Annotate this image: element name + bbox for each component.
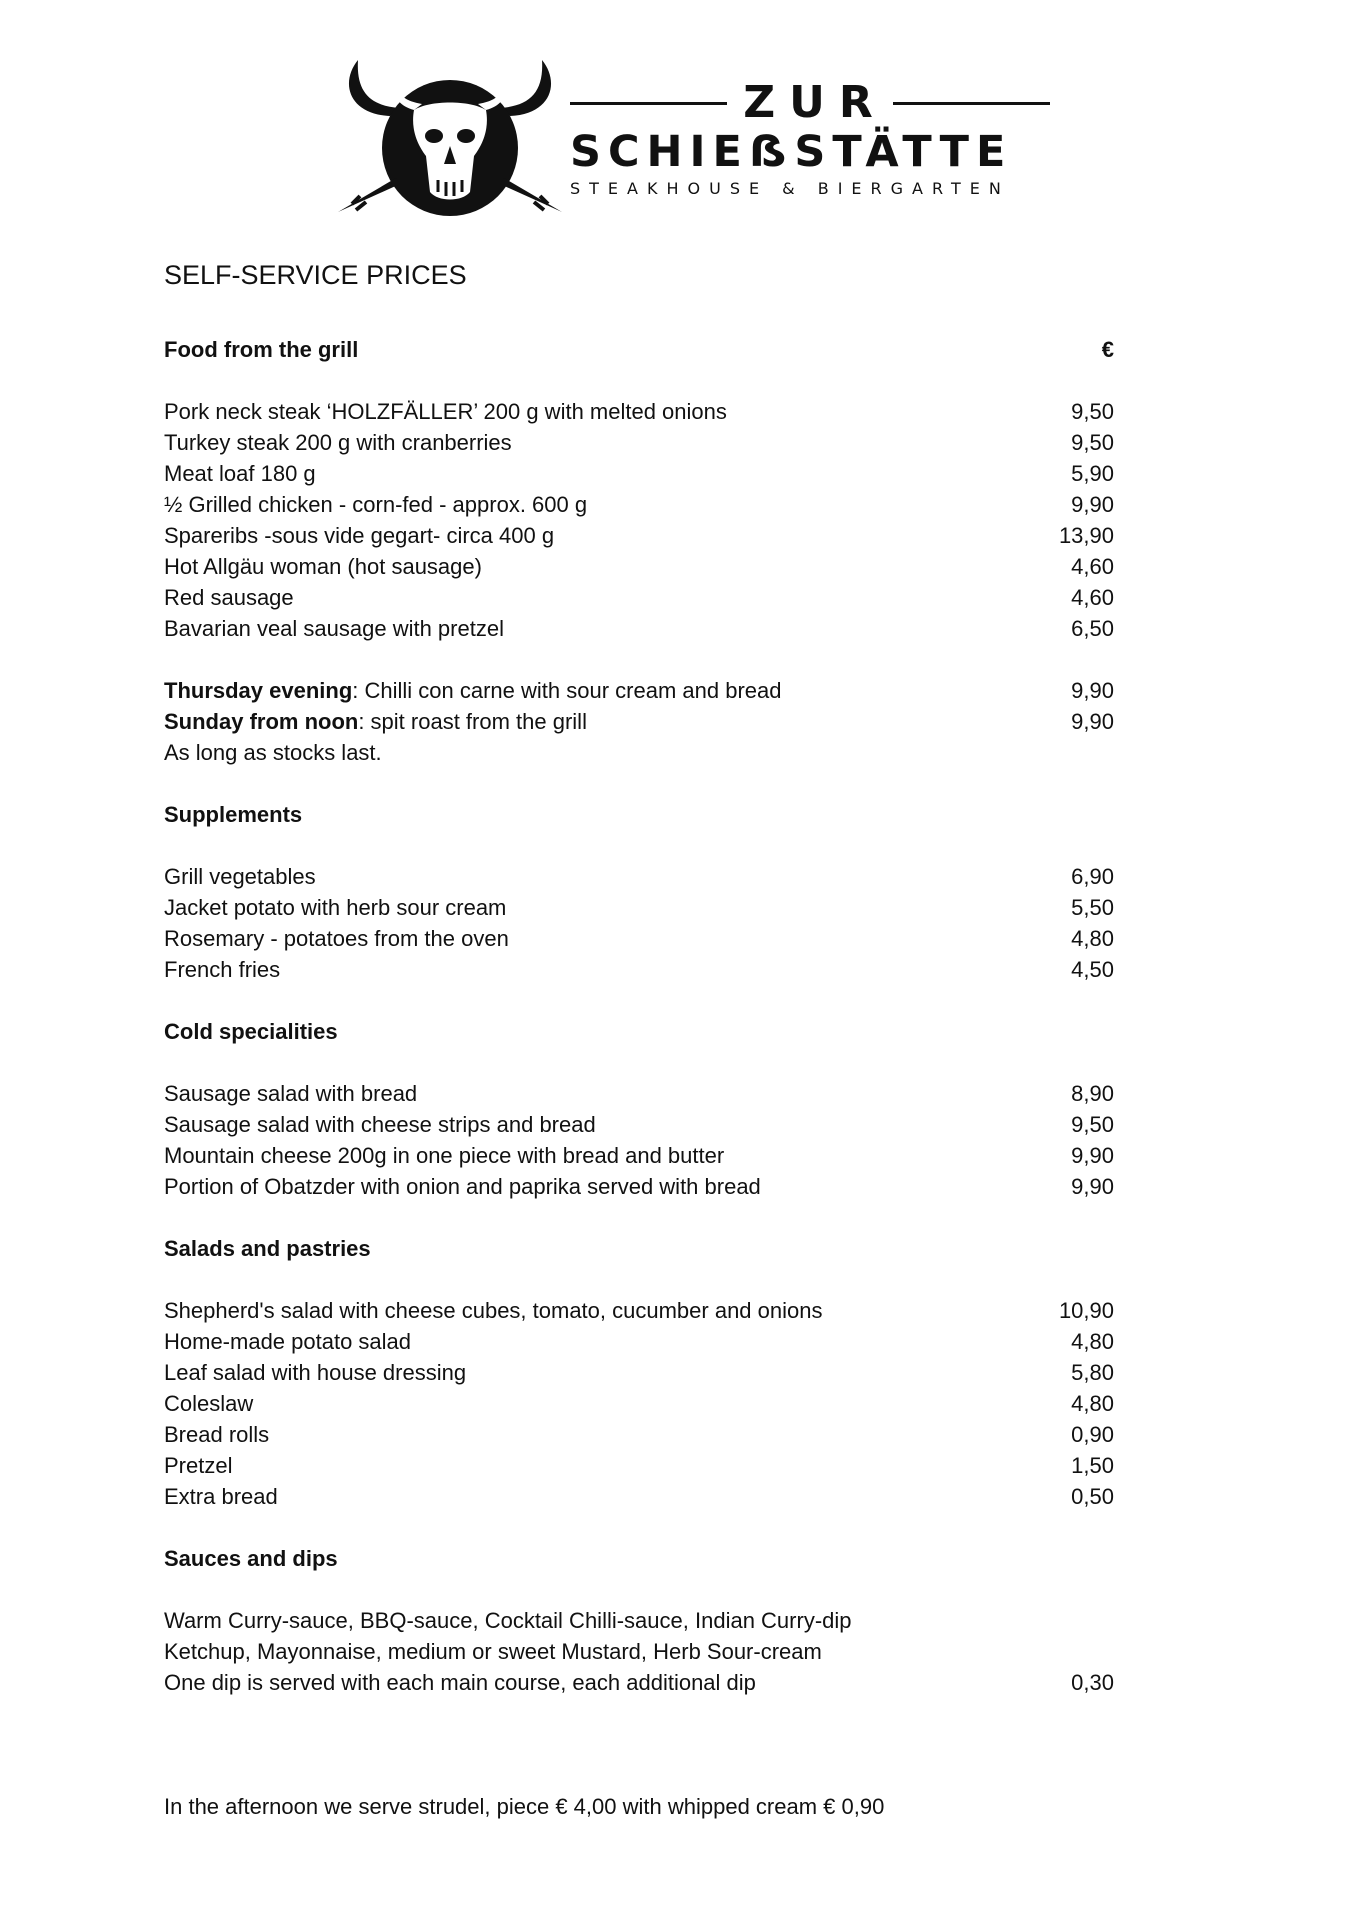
item-price: 13,90 <box>1058 523 1114 548</box>
stock-note <box>164 737 1114 768</box>
brand-zur-row <box>570 77 1050 128</box>
item-price: 9,50 <box>1071 430 1114 455</box>
item-price: 5,80 <box>1071 1360 1114 1385</box>
section-heading-cold <box>164 1016 1114 1047</box>
menu-item <box>164 1078 1114 1109</box>
brand-rule-left <box>570 102 727 105</box>
price-list <box>164 334 1114 1822</box>
item-price: 0,30 <box>1071 1670 1114 1695</box>
item-name: One dip is served with each main course, each additional dip <box>164 1670 756 1695</box>
brand-tagline: STEAKHOUSE & BIERGARTEN <box>570 179 1010 198</box>
item-name: French fries <box>164 957 281 982</box>
item-price: 4,50 <box>1071 957 1114 982</box>
item-name: Meat loaf 180 g <box>164 461 316 486</box>
sauce-text: Warm Curry-sauce, BBQ-sauce, Cocktail Chilli-sauce, Indian Curry-dip <box>164 1608 852 1633</box>
menu-item <box>164 954 1114 985</box>
sauce-text: Ketchup, Mayonnaise, medium or sweet Mustard, Herb Sour-cream <box>164 1639 822 1664</box>
footer-text: In the afternoon we serve strudel, piece € 4,00 with whipped cream € 0,90 <box>164 1794 885 1819</box>
item-name: Mountain cheese 200g in one piece with bread and butter <box>164 1143 725 1168</box>
sauce-line <box>164 1605 1114 1636</box>
menu-item <box>164 1171 1114 1202</box>
item-price: 9,90 <box>1071 709 1114 734</box>
bull-skull-icon <box>330 52 570 224</box>
menu-item <box>164 582 1114 613</box>
menu-item <box>164 892 1114 923</box>
grill-items <box>164 396 1114 644</box>
section-title: Food from the grill <box>164 337 359 362</box>
item-price: 4,80 <box>1071 926 1114 951</box>
item-price: 9,90 <box>1071 492 1114 517</box>
header-logo <box>330 52 1050 227</box>
item-name: Portion of Obatzder with onion and paprika served with bread <box>164 1174 761 1199</box>
item-price: 9,50 <box>1071 399 1114 424</box>
item-price: 9,90 <box>1071 1174 1114 1199</box>
item-price: 4,60 <box>1071 554 1114 579</box>
special-item <box>164 675 1114 706</box>
item-name: Spareribs -sous vide gegart- circa 400 g <box>164 523 555 548</box>
item-name: Leaf salad with house dressing <box>164 1360 467 1385</box>
menu-item <box>164 1326 1114 1357</box>
brand-zur: ZUR <box>743 77 887 128</box>
item-name: Home-made potato salad <box>164 1329 412 1354</box>
item-price: 6,50 <box>1071 616 1114 641</box>
item-price: 0,50 <box>1071 1484 1114 1509</box>
item-price: 6,90 <box>1071 864 1114 889</box>
section-heading-supplements <box>164 799 1114 830</box>
item-price: 1,50 <box>1071 1453 1114 1478</box>
menu-item <box>164 1450 1114 1481</box>
menu-item <box>164 396 1114 427</box>
item-price: 4,80 <box>1071 1391 1114 1416</box>
footer-note <box>164 1791 1114 1822</box>
item-price: 9,90 <box>1071 1143 1114 1168</box>
special-text: : Chilli con carne with sour cream and bread <box>352 678 782 703</box>
menu-item <box>164 1388 1114 1419</box>
supplements-items <box>164 861 1114 985</box>
menu-item <box>164 1140 1114 1171</box>
item-price: 0,90 <box>1071 1422 1114 1447</box>
item-name: Shepherd's salad with cheese cubes, tomato, cucumber and onions <box>164 1298 823 1323</box>
menu-item <box>164 613 1114 644</box>
menu-item <box>164 1419 1114 1450</box>
item-price: 4,80 <box>1071 1329 1114 1354</box>
menu-item <box>164 551 1114 582</box>
special-label: Sunday from noon <box>164 709 359 734</box>
item-name: Red sausage <box>164 585 294 610</box>
menu-item <box>164 1667 1114 1698</box>
sauce-line <box>164 1636 1114 1667</box>
item-name: Pretzel <box>164 1453 233 1478</box>
brand-wordmark <box>570 77 1050 200</box>
menu-item <box>164 861 1114 892</box>
item-name: Turkey steak 200 g with cranberries <box>164 430 512 455</box>
item-price: 10,90 <box>1058 1298 1114 1323</box>
special-text: : spit roast from the grill <box>358 709 587 734</box>
item-name: Jacket potato with herb sour cream <box>164 895 507 920</box>
item-name: Sausage salad with cheese strips and bread <box>164 1112 596 1137</box>
section-title: Sauces and dips <box>164 1546 338 1571</box>
special-desc <box>164 675 782 706</box>
menu-item <box>164 1357 1114 1388</box>
item-name: Pork neck steak ‘HOLZFÄLLER’ 200 g with melted onions <box>164 399 727 424</box>
item-name: Bread rolls <box>164 1422 270 1447</box>
page-title: SELF-SERVICE PRICES <box>164 260 467 290</box>
salads-items <box>164 1295 1114 1512</box>
brand-rule-right <box>893 102 1050 105</box>
menu-item <box>164 427 1114 458</box>
menu-item <box>164 923 1114 954</box>
item-name: Hot Allgäu woman (hot sausage) <box>164 554 482 579</box>
cold-items <box>164 1078 1114 1202</box>
menu-item <box>164 1295 1114 1326</box>
section-title: Supplements <box>164 802 303 827</box>
section-heading-grill <box>164 334 1114 365</box>
grill-specials <box>164 675 1114 737</box>
item-name: Grill vegetables <box>164 864 316 889</box>
menu-item <box>164 1109 1114 1140</box>
special-desc <box>164 706 587 737</box>
item-price: 4,60 <box>1071 585 1114 610</box>
section-heading-salads <box>164 1233 1114 1264</box>
special-item <box>164 706 1114 737</box>
brand-name: SCHIEẞSTÄTTE <box>570 127 1013 177</box>
menu-item <box>164 489 1114 520</box>
section-heading-sauces <box>164 1543 1114 1574</box>
item-price: 5,50 <box>1071 895 1114 920</box>
special-label: Thursday evening <box>164 678 353 703</box>
note-text: As long as stocks last. <box>164 740 382 765</box>
item-name: Sausage salad with bread <box>164 1081 418 1106</box>
menu-item <box>164 458 1114 489</box>
item-price: 9,90 <box>1071 678 1114 703</box>
section-title: Cold specialities <box>164 1019 338 1044</box>
menu-item <box>164 1481 1114 1512</box>
item-name: Extra bread <box>164 1484 278 1509</box>
item-name: Rosemary - potatoes from the oven <box>164 926 509 951</box>
item-name: Coleslaw <box>164 1391 254 1416</box>
menu-item <box>164 520 1114 551</box>
currency-symbol: € <box>1101 337 1114 362</box>
item-name: Bavarian veal sausage with pretzel <box>164 616 504 641</box>
section-title: Salads and pastries <box>164 1236 371 1261</box>
item-price: 5,90 <box>1071 461 1114 486</box>
item-price: 9,50 <box>1071 1112 1114 1137</box>
item-name: ½ Grilled chicken - corn-fed - approx. 600 g <box>164 492 588 517</box>
item-price: 8,90 <box>1071 1081 1114 1106</box>
